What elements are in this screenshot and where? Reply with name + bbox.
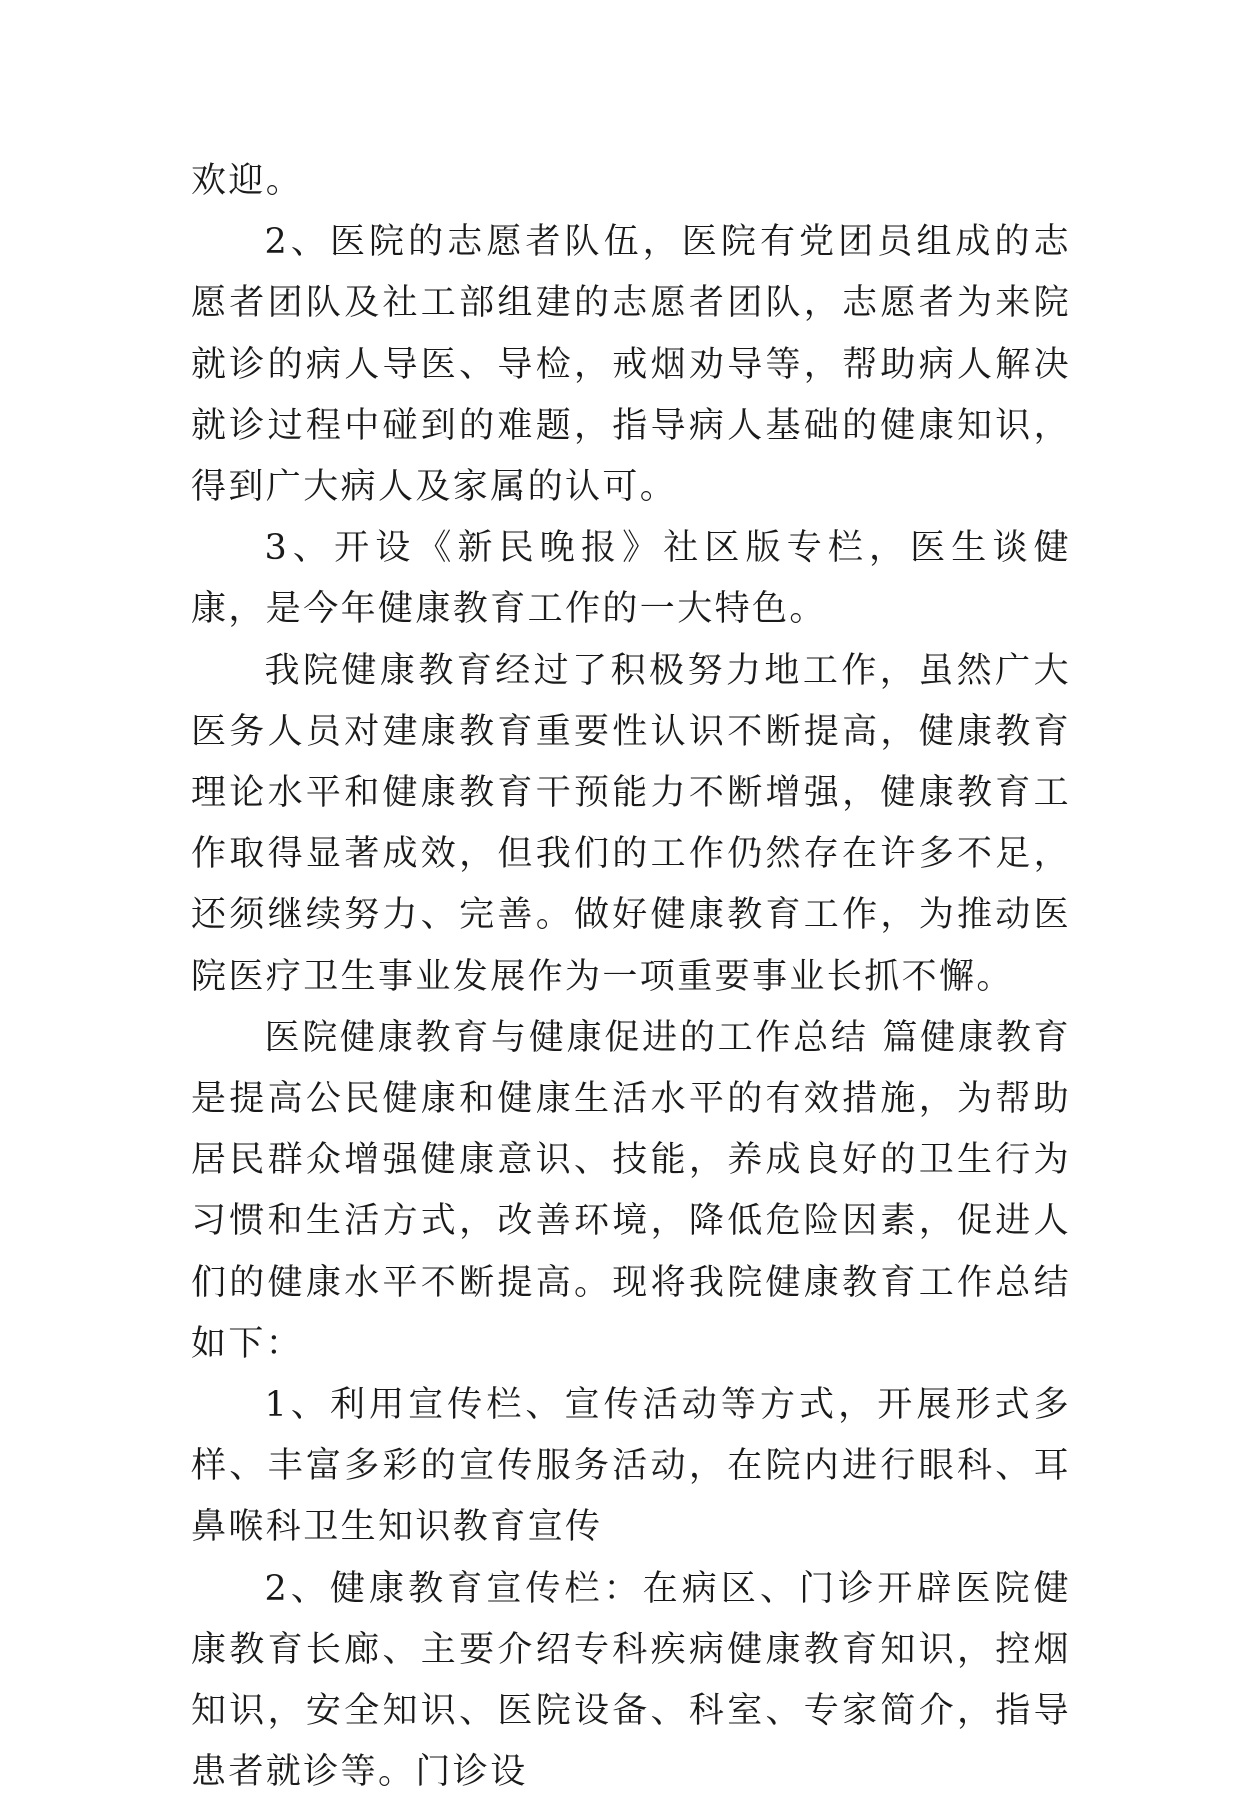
paragraph-3: 3、开设《新民晚报》社区版专栏，医生谈健康，是今年健康教育工作的一大特色。 xyxy=(191,528,1071,630)
document-body xyxy=(191,151,1071,1803)
paragraph-6: 1、利用宣传栏、宣传活动等方式，开展形式多样、丰富多彩的宣传服务活动，在院内进行眼科、耳鼻喉科卫生知识教育宣传 xyxy=(191,1385,1071,1548)
paragraph-4: 我院健康教育经过了积极努力地工作，虽然广大医务人员对建康教育重要性认识不断提高，健康教育理论水平和健康教育干预能力不断增强，健康教育工作取得显著成效，但我们的工作仍然存在许多不足，还须继续努力、完善。做好健康教育工作，为推动医院医疗卫生事业发展作为一项重要事业长抓不懈。 xyxy=(191,650,1071,997)
paragraph-7: 2、健康教育宣传栏：在病区、门诊开辟医院健康教育长廊、主要介绍专科疾病健康教育知识，控烟知识，安全知识、医院设备、科室、专家简介，指导患者就诊等。门诊设 xyxy=(191,1568,1071,1793)
paragraph-5: 医院健康教育与健康促进的工作总结 篇健康教育是提高公民健康和健康生活水平的有效措施，为帮助居民群众增强健康意识、技能，养成良好的卫生行为习惯和生活方式，改善环境，降低危险因素，促进人们的健康水平不断提高。现将我院健康教育工作总结如下： xyxy=(191,1017,1071,1364)
paragraph-2: 2、医院的志愿者队伍，医院有党团员组成的志愿者团队及社工部组建的志愿者团队，志愿者为来院就诊的病人导医、导检，戒烟劝导等，帮助病人解决就诊过程中碰到的难题，指导病人基础的健康知识，得到广大病人及家属的认可。 xyxy=(191,222,1071,508)
paragraph-1: 欢迎。 xyxy=(191,161,304,201)
